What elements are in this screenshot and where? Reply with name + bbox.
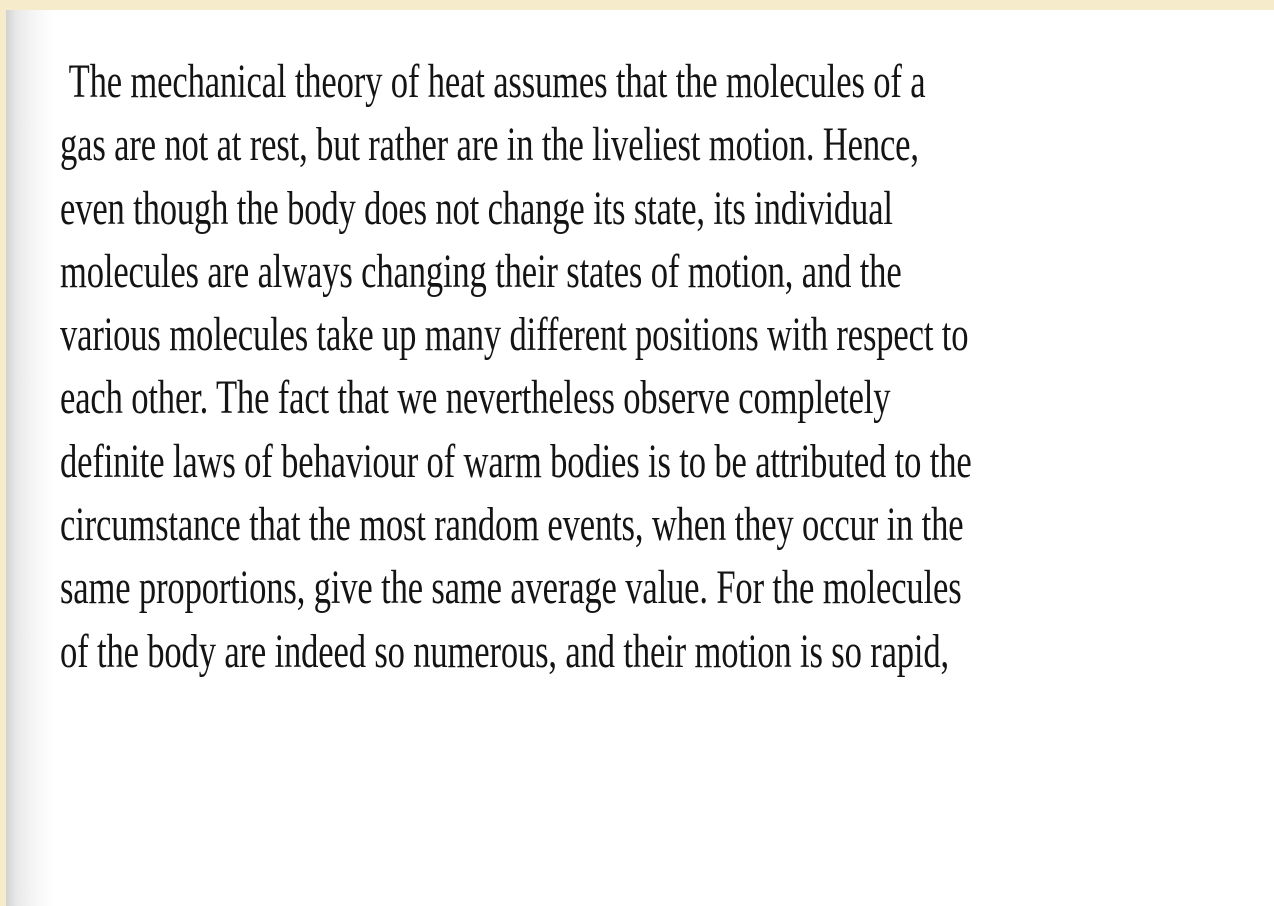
text-line-1: The mechanical theory of heat assumes that the molecules of a <box>68 55 926 108</box>
text-line-5: various molecules take up many different positions with respect to <box>60 308 969 362</box>
paragraph <box>60 50 1230 683</box>
text-line-3: even though the body does not change its state, its individual <box>60 181 893 235</box>
text-line-8: circumstance that the most random events, when they occur in the <box>60 498 964 552</box>
page-gutter-shadow <box>6 10 54 906</box>
text-line-6: each other. The fact that we nevertheless observe completely <box>60 371 891 425</box>
text-line-4: molecules are always changing their states of motion, and the <box>60 244 902 298</box>
text-line-10: of the body are indeed so numerous, and their motion is so rapid, <box>60 624 950 678</box>
text-line-2: gas are not at rest, but rather are in the liveliest motion. Hence, <box>60 118 919 172</box>
text-line-9: same proportions, give the same average value. For the molecules <box>60 561 962 615</box>
book-page <box>6 10 1274 906</box>
text-line-7: definite laws of behaviour of warm bodies is to be attributed to the <box>60 434 972 488</box>
